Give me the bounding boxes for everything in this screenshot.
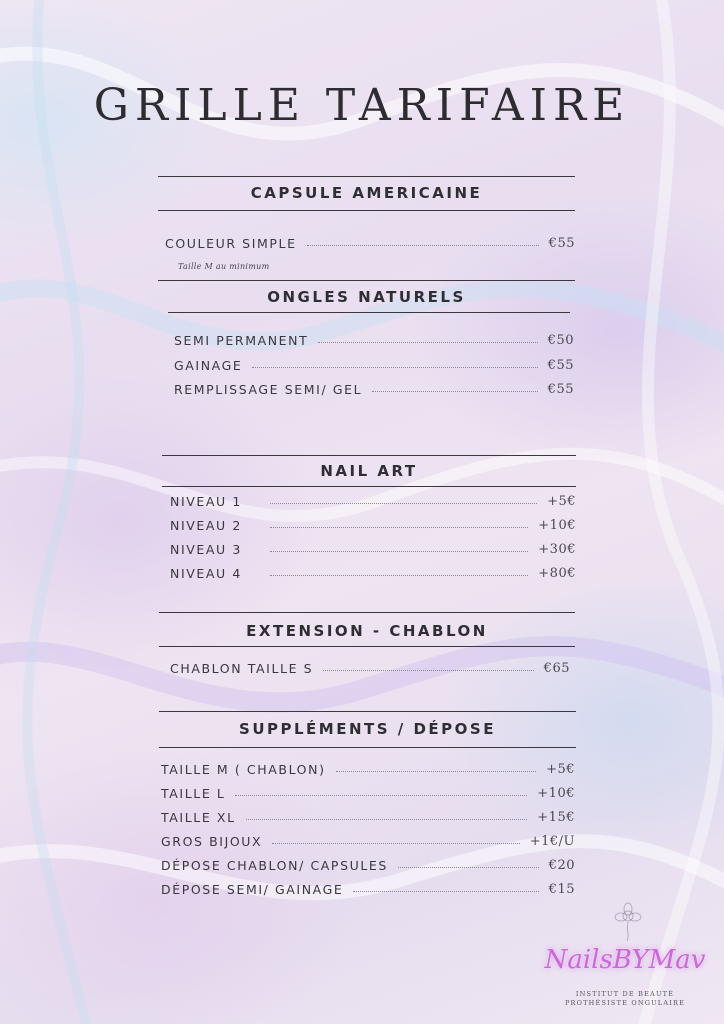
item-label: DÉPOSE SEMI/ GAINAGE (161, 882, 344, 897)
flower-icon (610, 902, 646, 942)
item-price: €55 (547, 382, 574, 397)
section-divider (162, 486, 576, 487)
item-label: NIVEAU 4 (170, 566, 242, 581)
dot-leader (272, 843, 520, 844)
dot-leader (372, 391, 537, 392)
section-title-supplements-depose: SUPPLÉMENTS / DÉPOSE (239, 720, 496, 738)
item-label: CHABLON TAILLE S (170, 661, 314, 676)
section-divider (158, 176, 575, 177)
item-price: +1€/U (529, 834, 575, 849)
page-title: GRILLE TARIFAIRE (93, 80, 631, 131)
brand-tagline-2: PROTHÉSISTE ONGULAIRE (564, 999, 686, 1007)
item-label: DÉPOSE CHABLON/ CAPSULES (161, 858, 388, 873)
size-note: Taille M au minimum (178, 262, 270, 271)
brand-tagline-1: INSTITUT DE BEAUTÉ (575, 990, 675, 998)
dot-leader (336, 771, 537, 772)
dot-leader (246, 819, 528, 820)
price-row-gros-bijoux (161, 834, 575, 849)
dot-leader (398, 867, 539, 868)
price-row-couleur-simple (165, 236, 575, 251)
brand-logo (540, 900, 720, 1010)
item-price: +5€ (547, 494, 576, 509)
item-price: +10€ (537, 786, 575, 801)
item-label: REMPLISSAGE SEMI/ GEL (174, 382, 363, 397)
price-row-semi-permanent (174, 333, 574, 348)
item-price: €65 (543, 661, 570, 676)
item-price: +10€ (538, 518, 576, 533)
item-label: TAILLE L (161, 786, 226, 801)
item-price: €50 (547, 333, 574, 348)
dot-leader (307, 245, 539, 246)
item-label: GROS BIJOUX (161, 834, 263, 849)
price-row-niveau-3 (170, 542, 576, 557)
section-divider (158, 280, 575, 281)
section-divider (158, 210, 575, 211)
item-price: +15€ (537, 810, 575, 825)
item-price: +80€ (538, 566, 576, 581)
section-title-capsule-americaine: CAPSULE AMERICAINE (250, 184, 483, 202)
dot-leader (323, 670, 534, 671)
section-title-nail-art: NAIL ART (320, 462, 418, 480)
item-price: €55 (547, 358, 574, 373)
dot-leader (235, 795, 527, 796)
item-label: NIVEAU 2 (170, 518, 242, 533)
price-row-depose-semi (161, 882, 575, 897)
item-label: NIVEAU 1 (170, 494, 242, 509)
item-label: COULEUR SIMPLE (165, 236, 297, 251)
price-row-niveau-2 (170, 518, 576, 533)
price-row-depose-chablon (161, 858, 575, 873)
price-row-niveau-4 (170, 566, 576, 581)
dot-leader (270, 503, 537, 504)
section-divider (162, 455, 576, 456)
dot-leader (270, 527, 528, 528)
price-row-remplissage (174, 382, 574, 397)
dot-leader (318, 342, 537, 343)
section-divider (159, 747, 576, 748)
price-row-gainage (174, 358, 574, 373)
item-price: €15 (548, 882, 575, 897)
section-title-ongles-naturels: ONGLES NATURELS (267, 288, 466, 306)
item-label: NIVEAU 3 (170, 542, 242, 557)
item-price: €20 (548, 858, 575, 873)
price-row-chablon-taille-s (170, 661, 570, 676)
section-divider (159, 711, 576, 712)
item-label: SEMI PERMANENT (174, 333, 309, 348)
dot-leader (270, 551, 528, 552)
item-price: +5€ (546, 762, 575, 777)
section-divider (159, 646, 575, 647)
section-divider (159, 612, 575, 613)
item-label: TAILLE XL (161, 810, 236, 825)
price-row-niveau-1 (170, 494, 576, 509)
dot-leader (270, 575, 528, 576)
dot-leader (252, 367, 537, 368)
price-row-taille-xl (161, 810, 575, 825)
price-row-taille-m (161, 762, 575, 777)
dot-leader (353, 891, 538, 892)
section-divider (168, 312, 570, 313)
item-label: TAILLE M ( CHABLON) (161, 762, 326, 777)
section-title-extension-chablon: EXTENSION - CHABLON (246, 622, 488, 640)
brand-name: NailsBYMav (544, 945, 706, 975)
item-price: €55 (548, 236, 575, 251)
item-label: GAINAGE (174, 358, 243, 373)
item-price: +30€ (538, 542, 576, 557)
price-row-taille-l (161, 786, 575, 801)
